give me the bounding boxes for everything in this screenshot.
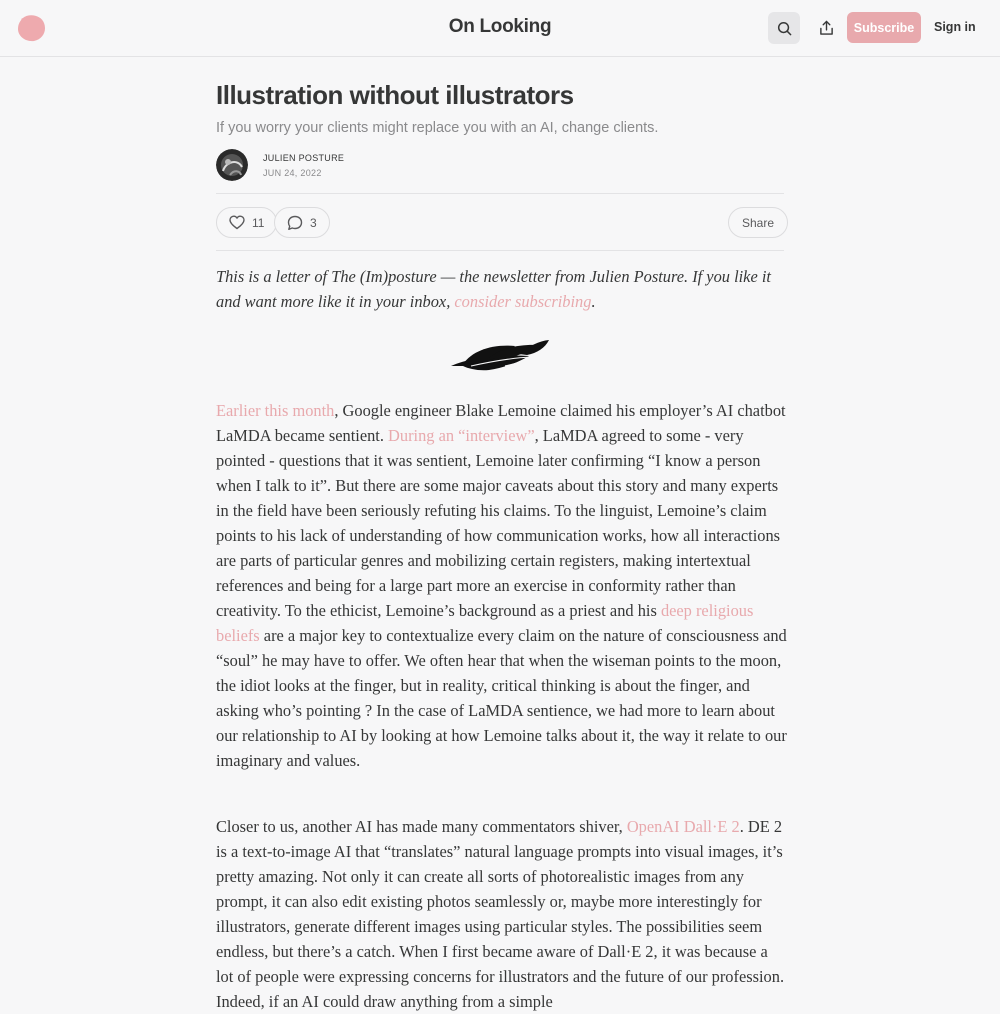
religious-beliefs-link[interactable]: deep religious beliefs: [216, 601, 754, 645]
intro-text: This is a letter of The (Im)posture — the newsletter from Julien Posture. If you like it and want more like it in your inbox,: [216, 267, 771, 311]
share-icon: [819, 20, 834, 36]
earlier-this-month-link[interactable]: Earlier this month: [216, 401, 335, 420]
paragraph-text: . DE 2 is a text-to-image AI that “translates” natural language prompts into visual images, it’s pretty amazing. Not only it can create all sorts of photorealistic images from any prompt, it can also edit existing photos seamlessly or, maybe more interestingly for illustrators, generate different images using particular styles. The possibilities seem endless, but there’s a catch. When I first became aware of Dall·E 2, it was because a lot of people were expressing concerns for illustrators and the future of our profession. Indeed, if an AI could draw anything from a simple: [216, 817, 785, 1011]
comment-button[interactable]: [274, 207, 330, 238]
heart-icon: [229, 215, 245, 230]
top-bar: [0, 0, 1000, 57]
avatar[interactable]: [216, 149, 248, 181]
share-label: Share: [742, 215, 775, 230]
leaf-ornament-icon: [449, 336, 551, 376]
paragraph-text: Closer to us, another AI has made many commentators shiver,: [216, 817, 627, 836]
divider: [216, 250, 784, 251]
like-count: 11: [252, 215, 265, 230]
post-date: JUN 24, 2022: [263, 168, 322, 178]
body-paragraph: [216, 814, 788, 1014]
like-button[interactable]: [216, 207, 277, 238]
dalle-link[interactable]: OpenAI Dall·E 2: [626, 817, 740, 836]
comment-count: 3: [310, 215, 317, 230]
subscribe-link[interactable]: consider subscribing: [454, 292, 592, 311]
intro-end: .: [591, 292, 596, 311]
divider: [216, 193, 784, 194]
post-subtitle: If you worry your clients might replace you with an AI, change clients.: [216, 120, 659, 136]
author-name[interactable]: JULIEN POSTURE: [263, 153, 345, 163]
paragraph-text: , Google engineer Blake Lemoine claimed his employer’s AI chatbot LaMDA became sentient.: [216, 401, 786, 445]
interview-link[interactable]: During an “interview”: [388, 426, 535, 445]
sign-in-link[interactable]: Sign in: [934, 20, 976, 34]
share-button[interactable]: [810, 12, 842, 44]
post-title: Illustration without illustrators: [216, 80, 574, 110]
intro-paragraph: [216, 264, 788, 314]
paragraph-text: are a major key to contextualize every claim on the nature of consciousness and “soul” he may have to offer. We often hear that when the wiseman points to the moon, the idiot looks at the finger, but in reality, critical thinking is about the finger, and asking who’s pointing ? In the case of LaMDA sentience, we had more to learn about our relationship to AI by looking at how Lemoine talks about it, the way it relate to our imaginary and values.: [216, 626, 787, 770]
body-paragraph: [216, 398, 788, 773]
search-button[interactable]: [768, 12, 800, 44]
subscribe-button[interactable]: Subscribe: [847, 12, 921, 43]
share-post-button[interactable]: [728, 207, 788, 238]
search-icon: [777, 21, 792, 36]
comment-icon: [287, 215, 303, 231]
publication-title[interactable]: On Looking: [448, 16, 552, 37]
paragraph-text: , LaMDA agreed to some - very pointed - questions that it was sentient, Lemoine later confirming “I know a person when I talk to it”. But there are some major caveats about this story and many experts in the field have been seriously refuting his claims. To the linguist, Lemoine’s claim points to his lack of understanding of how communication works, how all interactions are parts of particular genres and mobilizing certain registers, making intertextual references and being for a large part more an exercise in conformity rather than creativity. To the ethicist, Lemoine’s background as a priest and his: [216, 426, 781, 620]
